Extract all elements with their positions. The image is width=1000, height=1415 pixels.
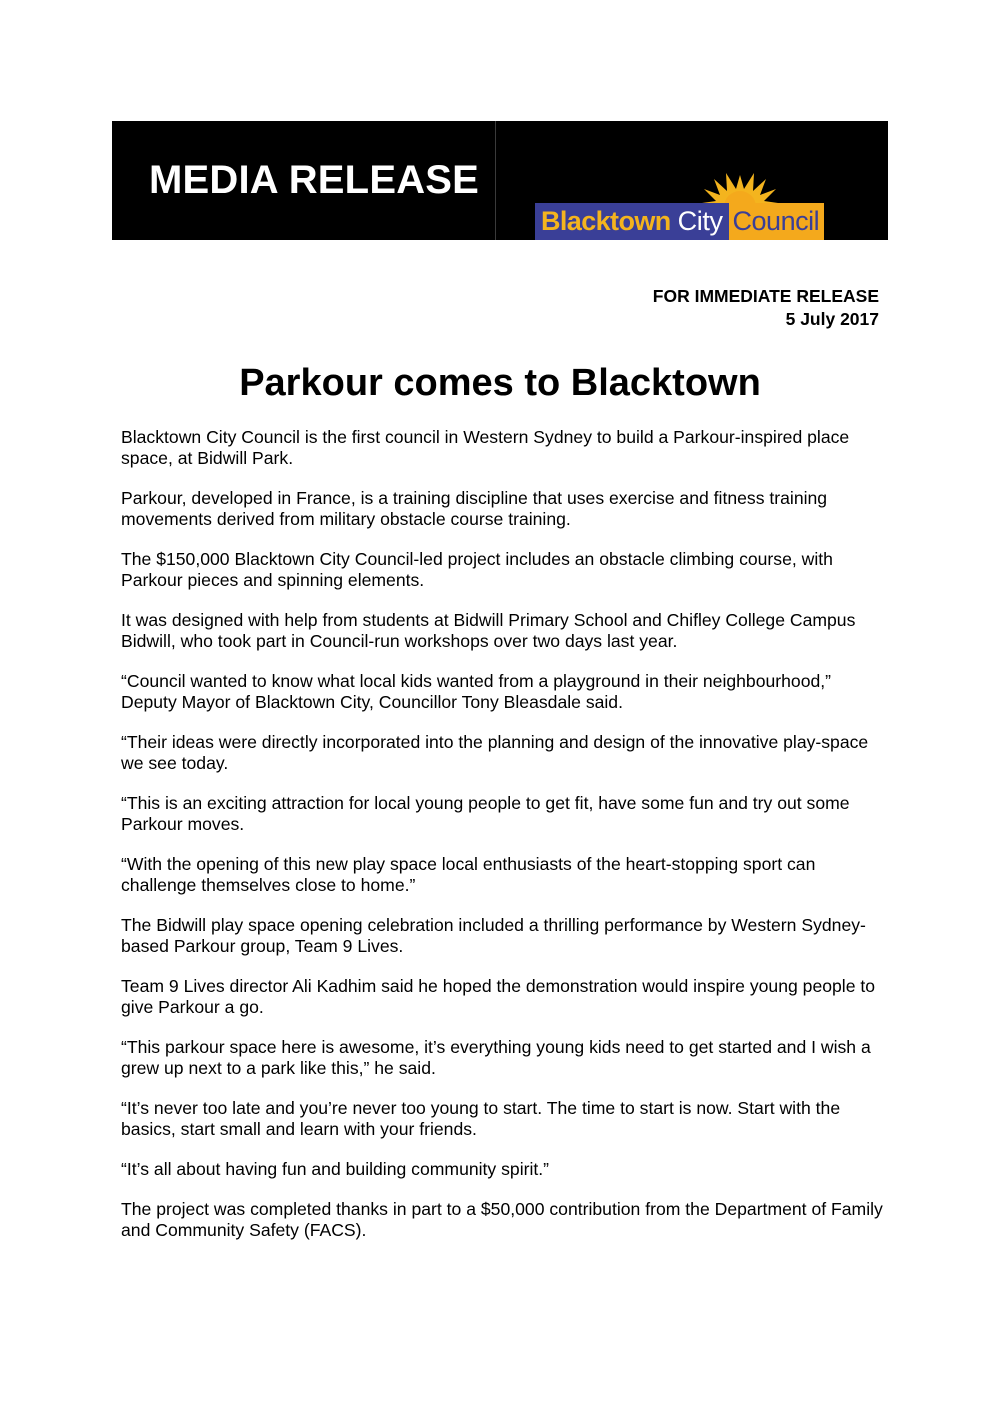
headline: Parkour comes to Blacktown (239, 362, 761, 404)
article-body (121, 427, 891, 1260)
banner-divider (495, 121, 496, 240)
paragraph: “Council wanted to know what local kids wanted from a playground in their neighbourhood,” Deputy Mayor of Blacktown City, Councillor Tony Bleasdale said. (121, 671, 832, 712)
media-release-banner (112, 121, 888, 240)
logo-orange-block (729, 203, 825, 240)
logo-wordmark (535, 203, 824, 240)
paragraph: “With the opening of this new play space local enthusiasts of the heart-stopping sport can challenge themselves close to home.” (121, 854, 816, 895)
logo-blacktown-text: Blacktown (541, 206, 671, 236)
logo-blue-block (535, 203, 729, 240)
paragraph: Blacktown City Council is the first council in Western Sydney to build a Parkour-inspired place space, at Bidwill Park. (121, 427, 850, 468)
paragraph: The project was completed thanks in part to a $50,000 contribution from the Department of Family and Community Safety (FACS). (121, 1199, 883, 1240)
logo-city-text: City (677, 206, 723, 236)
council-logo (535, 169, 847, 237)
banner-title: MEDIA RELEASE (149, 158, 480, 202)
release-label: FOR IMMEDIATE RELEASE (652, 286, 879, 306)
paragraph: “This is an exciting attraction for local young people to get fit, have some fun and try out some Parkour moves. (121, 793, 850, 834)
release-date: 5 July 2017 (785, 309, 879, 329)
paragraph: The Bidwill play space opening celebration included a thrilling performance by Western Sydney-based Parkour group, Team 9 Lives. (121, 915, 866, 956)
paragraph: Parkour, developed in France, is a training discipline that uses exercise and fitness training movements derived from military obstacle course training. (121, 488, 828, 529)
paragraph: “This parkour space here is awesome, it’s everything young kids need to get started and I wish a grew up next to a park like this,” he said. (121, 1037, 871, 1078)
paragraph: It was designed with help from students at Bidwill Primary School and Chifley College Campus Bidwill, who took part in Council-run workshops over two days last year. (121, 610, 856, 651)
paragraph: Team 9 Lives director Ali Kadhim said he hoped the demonstration would inspire young people to give Parkour a go. (121, 976, 876, 1017)
paragraph: “It’s never too late and you’re never too young to start. The time to start is now. Start with the basics, start small and learn with your friends. (121, 1098, 841, 1139)
release-info (653, 285, 879, 331)
paragraph: “It’s all about having fun and building community spirit.” (121, 1159, 550, 1179)
paragraph: The $150,000 Blacktown City Council-led project includes an obstacle climbing course, with Parkour pieces and spinning elements. (121, 549, 833, 590)
paragraph: “Their ideas were directly incorporated into the planning and design of the innovative play-space we see today. (121, 732, 869, 773)
logo-council-text: Council (732, 206, 820, 236)
